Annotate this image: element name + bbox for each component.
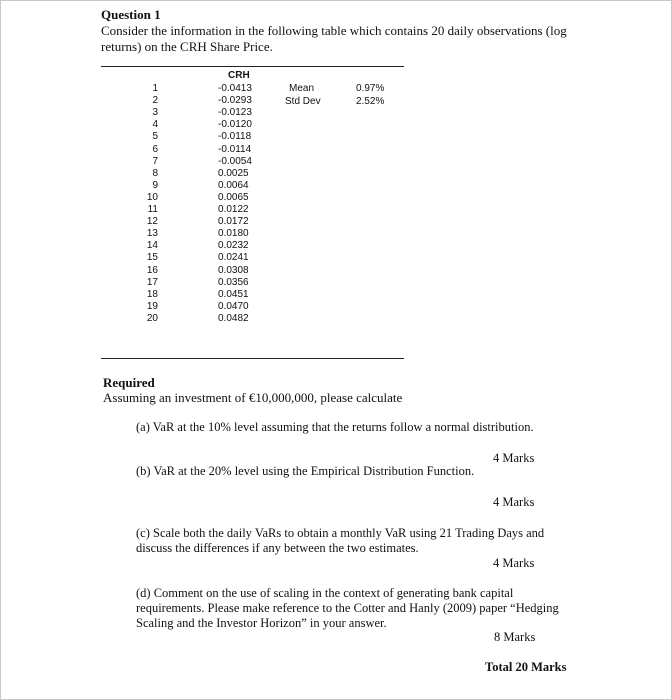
row-index: 17 [146, 276, 158, 288]
row-index: 8 [152, 167, 158, 179]
row-value: 0.0356 [218, 276, 249, 288]
row-index: 19 [146, 300, 158, 312]
row-index: 4 [152, 119, 158, 131]
row-value: 0.0470 [218, 300, 249, 312]
total-marks: Total 20 Marks [485, 660, 567, 674]
row-index: 16 [146, 264, 158, 276]
question-part-d: (d) Comment on the use of scaling in the context of generating bank capital requirements. Please make reference to the Cotter and Hanly (2009) paper “Hedging Scaling and the Investor Horizon” in your answer. [136, 586, 559, 630]
row-index: 2 [152, 95, 158, 107]
column-header-crh: CRH [228, 70, 250, 81]
required-heading: Required [103, 375, 155, 390]
row-value: 0.0180 [218, 228, 249, 240]
row-index: 11 [147, 204, 158, 215]
table-top-rule [101, 66, 404, 67]
marks-part-c: 4 Marks [493, 556, 535, 570]
question-intro: Consider the information in the following table which contains 20 daily observations (log returns) on the CRH Share Price. [101, 23, 567, 54]
row-value: -0.0123 [218, 107, 252, 119]
row-value: -0.0120 [218, 119, 252, 131]
row-index: 20 [146, 312, 158, 324]
row-index: 18 [146, 288, 158, 300]
row-index: 14 [146, 240, 158, 252]
row-index: 9 [152, 179, 158, 191]
row-value: 0.0232 [218, 240, 249, 252]
row-index: 7 [152, 155, 158, 167]
row-index: 12 [146, 216, 158, 228]
row-value: 0.0172 [218, 216, 249, 228]
row-value: 0.0451 [218, 288, 249, 300]
row-value: -0.0054 [218, 155, 252, 167]
row-index: 5 [152, 131, 158, 143]
row-index: 1 [152, 83, 158, 94]
question-part-a: (a) VaR at the 10% level assuming that the returns follow a normal distribution. [136, 420, 534, 434]
question-title: Question 1 [101, 7, 161, 22]
row-value: -0.0114 [218, 143, 252, 155]
std-dev-value: 2.52% [356, 96, 385, 107]
row-index: 10 [146, 191, 158, 203]
row-value: 0.0482 [218, 312, 249, 324]
std-dev-label: Std Dev [285, 96, 321, 107]
marks-part-b: 4 Marks [493, 495, 535, 509]
mean-value: 0.97% [356, 83, 385, 94]
row-index: 15 [146, 252, 158, 264]
row-value: 0.0122 [218, 204, 249, 215]
row-value: 0.0065 [218, 191, 249, 203]
row-value: 0.0064 [218, 179, 249, 191]
mean-label: Mean [289, 83, 315, 94]
row-value: 0.0308 [218, 264, 249, 276]
marks-part-d: 8 Marks [494, 630, 536, 644]
question-part-c: (c) Scale both the daily VaRs to obtain a monthly VaR using 21 Trading Days and discuss the differences if any between the two estimates. [136, 526, 545, 555]
row-value: 0.0241 [218, 252, 249, 264]
marks-part-a: 4 Marks [493, 451, 535, 465]
required-intro: Assuming an investment of €10,000,000, please calculate [103, 390, 403, 405]
question-part-b: (b) VaR at the 20% level using the Empirical Distribution Function. [136, 464, 475, 478]
row-value: -0.0293 [218, 95, 252, 107]
row-index: 6 [152, 143, 158, 155]
row-index: 3 [152, 107, 158, 119]
table-bottom-rule [101, 358, 404, 359]
row-value: -0.0413 [218, 83, 252, 94]
row-index: 13 [146, 228, 158, 240]
row-value: -0.0118 [218, 131, 252, 143]
row-value: 0.0025 [218, 167, 249, 179]
